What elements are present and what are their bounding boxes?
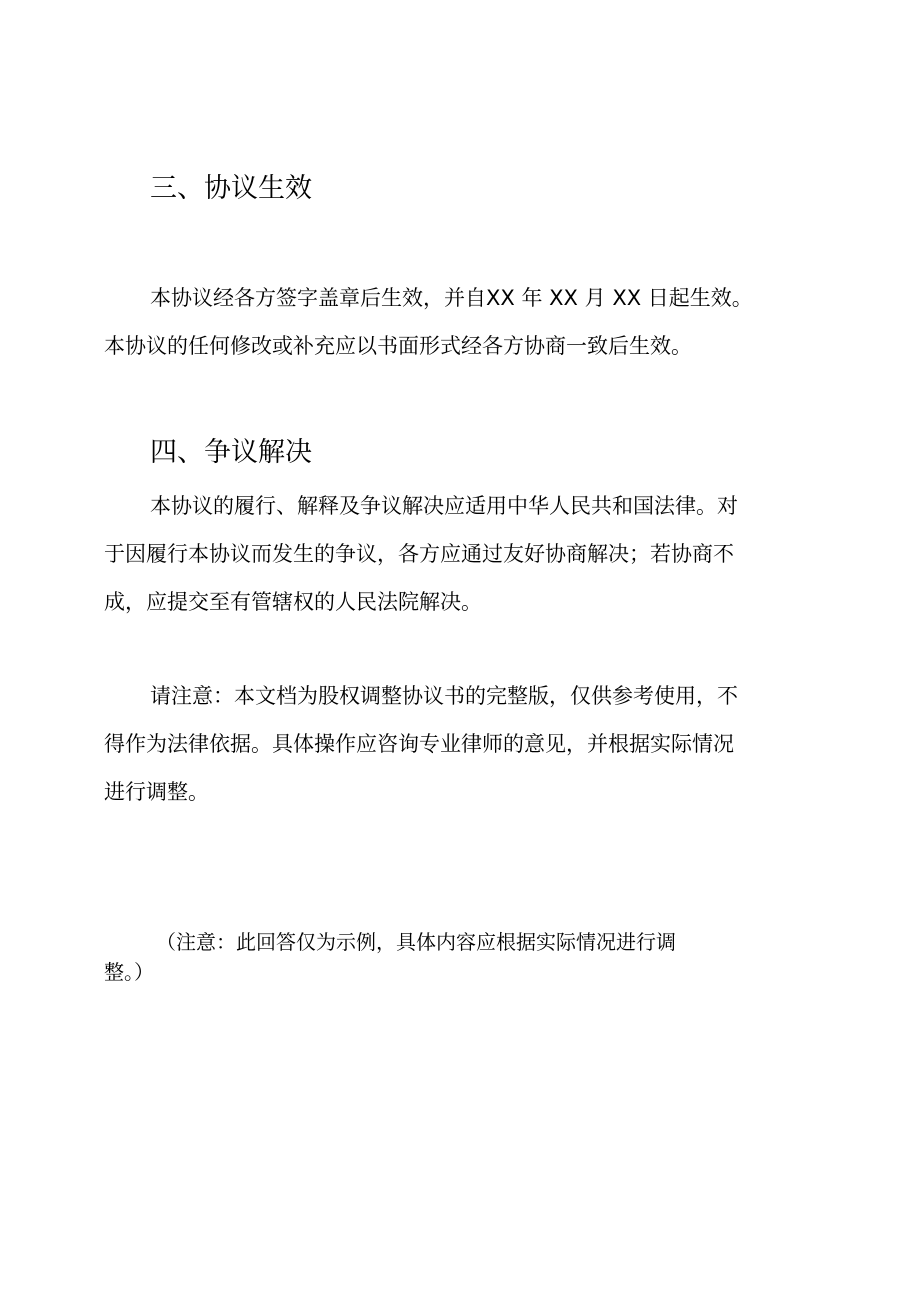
notice-line-2: 得作为法律依据。具体操作应咨询专业律师的意见，并根据实际情况 — [104, 732, 734, 756]
section-4-line-1: 本协议的履行、解释及争议解决应适用中华人民共和国法律。对 — [150, 494, 738, 518]
section-4-line-2: 于因履行本协议而发生的争议，各方应通过友好协商解决；若协商不 — [104, 542, 734, 566]
notice-paragraph — [104, 672, 804, 816]
footnote-line-1: （注意：此回答仅为示例，具体内容应根据实际情况进行调 — [156, 930, 676, 954]
year-placeholder: XX — [486, 286, 515, 310]
section-3-paragraph — [104, 274, 804, 370]
month-placeholder: XX — [549, 286, 578, 310]
footnote-line-2: 整。） — [104, 960, 154, 984]
section-4-heading: 四、争议解决 — [150, 437, 312, 468]
section-3-line-1: 本协议经各方签字盖章后生效，并自XX 年 XX 月 XX 日起生效。 — [150, 286, 753, 310]
notice-line-3: 进行调整。 — [104, 780, 209, 804]
section-4-paragraph — [104, 482, 804, 626]
day-placeholder: XX — [612, 286, 642, 310]
section-4-line-3: 成，应提交至有管辖权的人民法院解决。 — [104, 590, 482, 614]
footnote-paragraph — [104, 927, 804, 987]
section-3-heading: 三、协议生效 — [150, 173, 312, 204]
notice-line-1: 请注意：本文档为股权调整协议书的完整版，仅供参考使用，不 — [150, 684, 738, 708]
section-3-line-2: 本协议的任何修改或补充应以书面形式经各方协商一致后生效。 — [104, 334, 692, 358]
